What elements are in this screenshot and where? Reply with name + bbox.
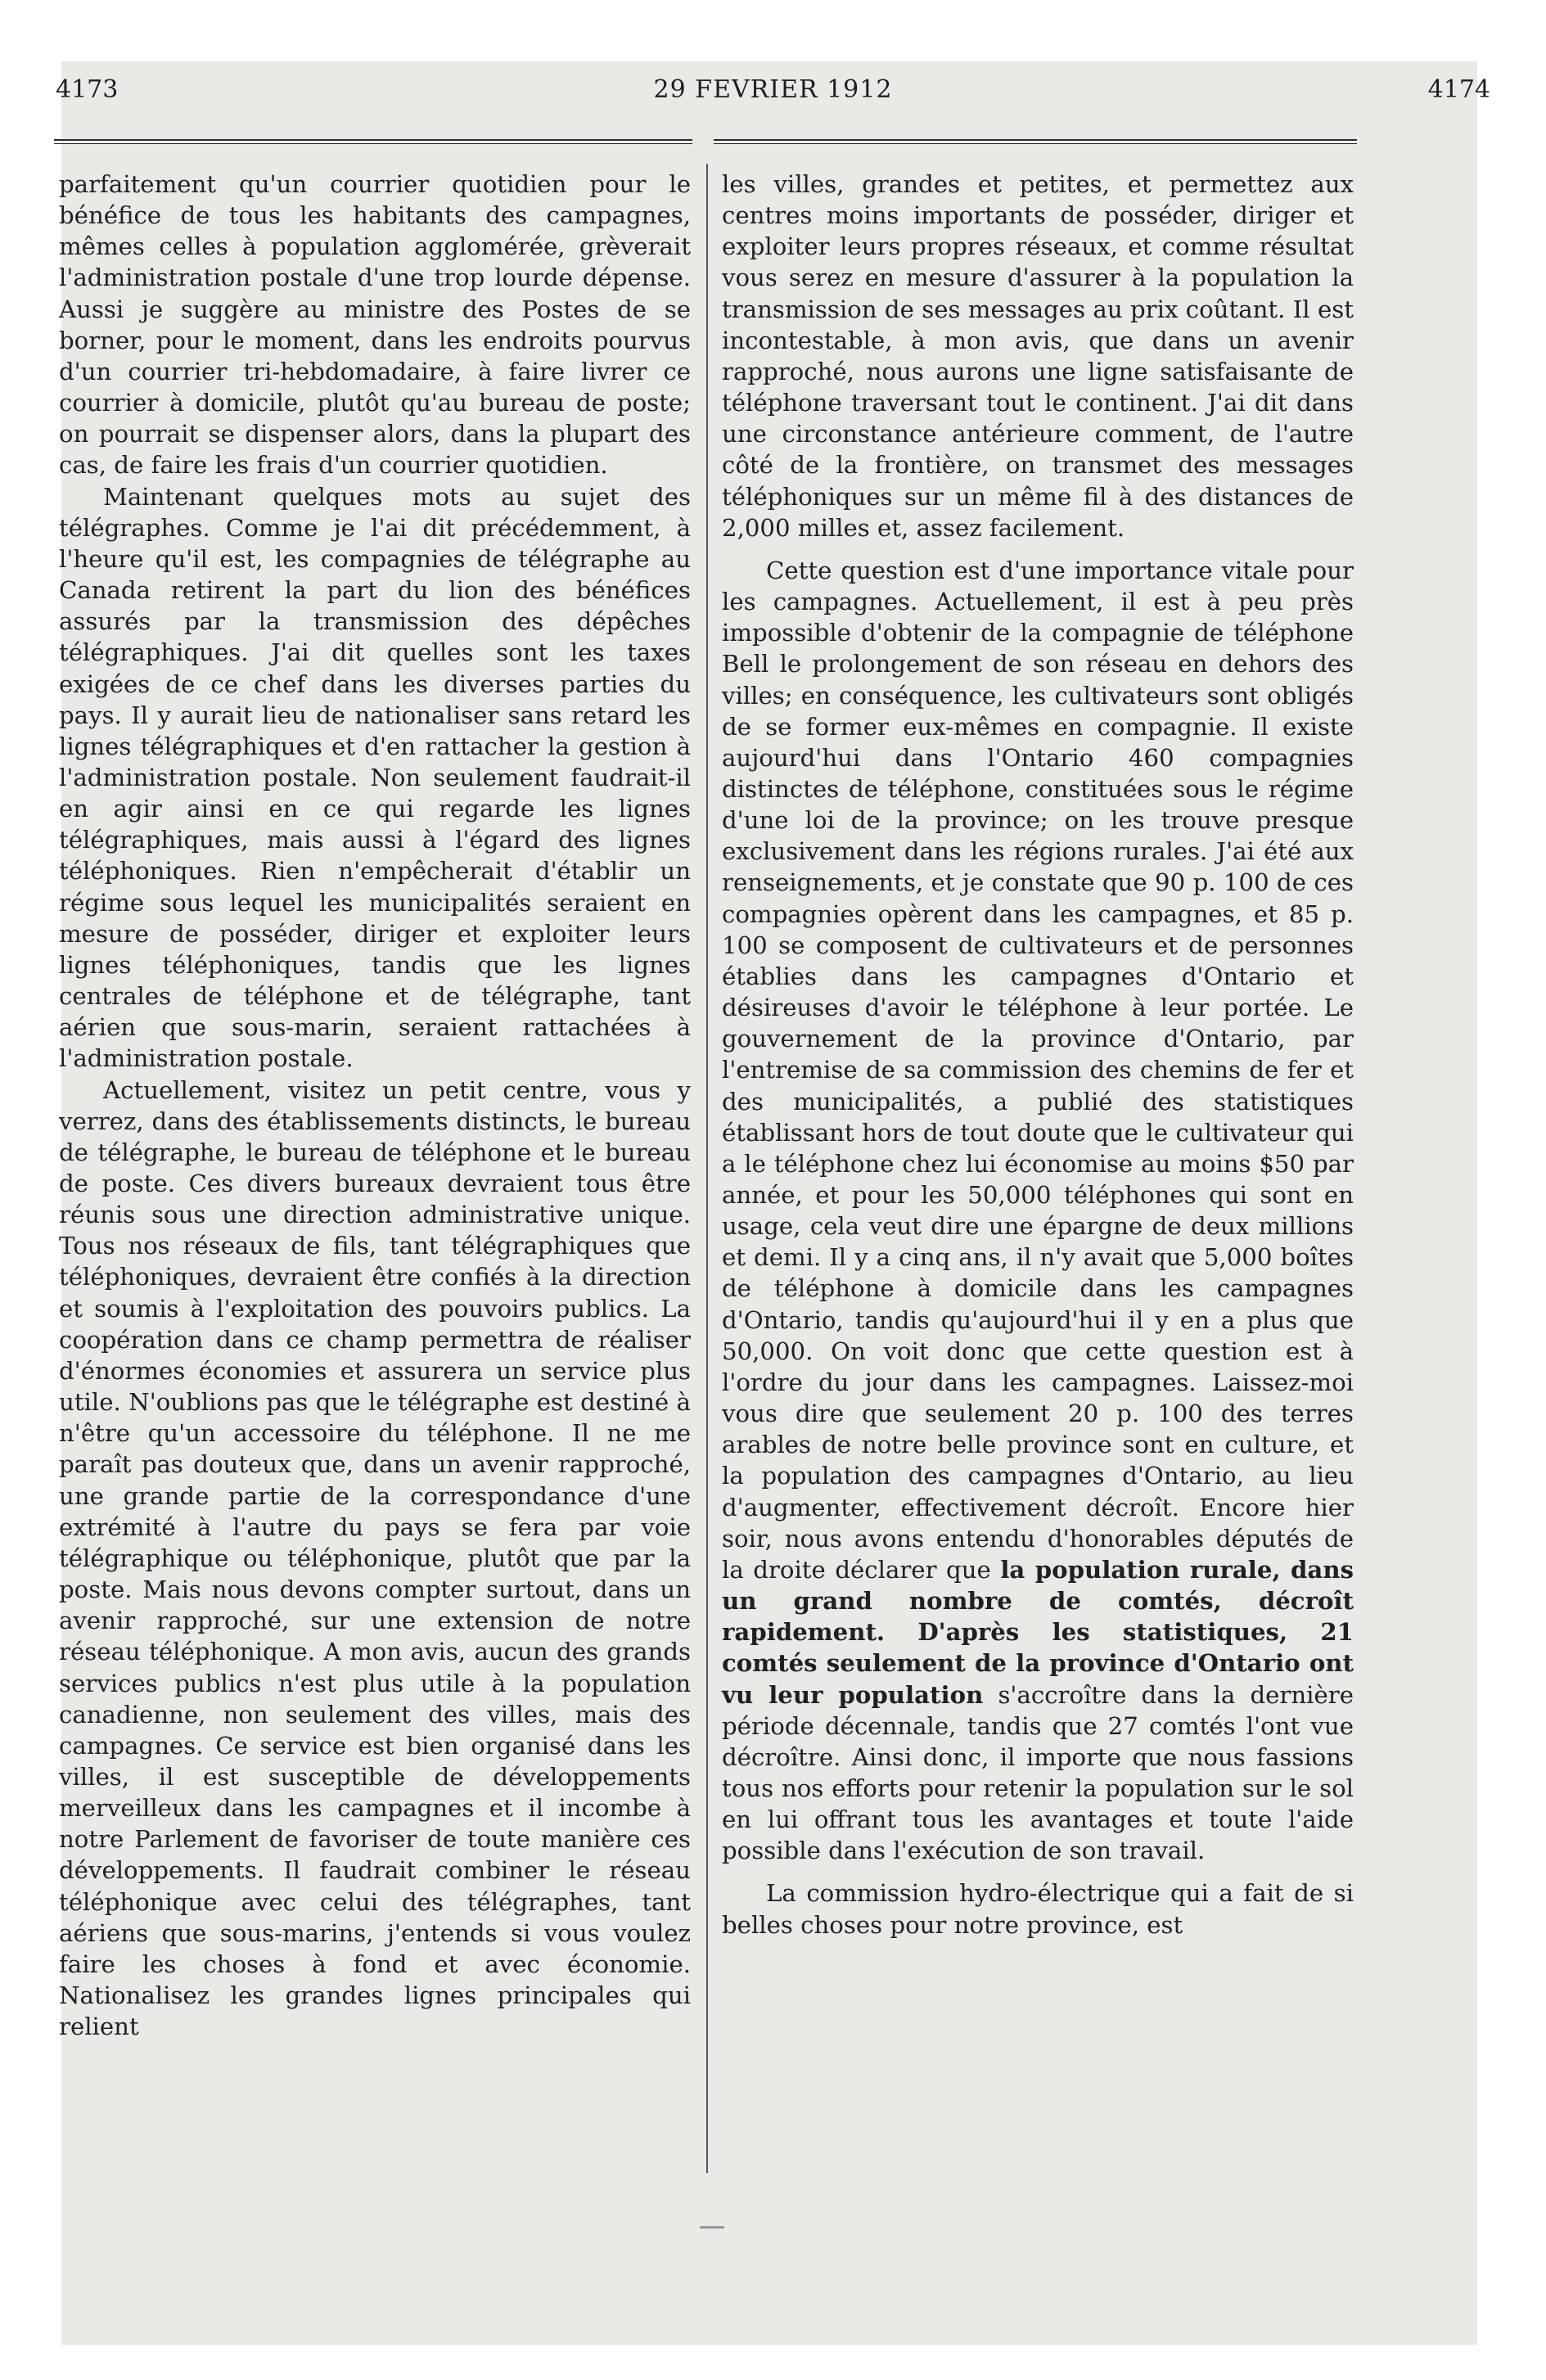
header-date: 29 FEVRIER 1912 (653, 75, 893, 104)
paragraph-text: Cette question est d'une importance vitale pour les campagnes. Actuellement, il est à peu près impossible d'obtenir de la compagnie de téléphone Bell le prolongement de son réseau en dehors des villes; en conséquence, les cultivateurs sont obligés de se former eux-mêmes en compagnie. Il existe aujourd'hui dans l'Ontario 460 compagnies distinctes de téléphone, constituées sous le régime d'une loi de la province; on les trouve presque exclusivement dans les régions rurales. J'ai été aux renseignements, et je constate que 90 p. 100 de ces compagnies opèrent dans les campagnes, et 85 p. 100 se composent de cultivateurs et de personnes établies dans les campagnes d'Ontario et désireuses d'avoir le téléphone à leur portée. Le gouvernement de la province d'Ontario, par l'entremise de sa commission des chemins de fer et des municipalités, a publié des statistiques établissant hors de tout doute que le cultivateur qui a le téléphone chez lui économise au moins $50 par année, et pour les 50,000 téléphones qui sont en usage, cela veut dire une épargne de deux millions et demi. Il y a cinq ans, il n'y avait que 5,000 boîtes de téléphone à domicile dans les campagnes d'Ontario, tandis qu'aujourd'hui il y en a plus que 50,000. On voit donc que cette question est à l'ordre du jour dans les campagnes. Laissez-moi vous dire que seulement 20 p. 100 des terres arables de notre belle province sont en culture, et la population des campagnes d'Ontario, au lieu d'augmenter, effectivement décroît. Encore hier soir, nous avons entendu d'honorables députés de la droite déclarer que (722, 556, 1354, 1584)
left-column (59, 169, 691, 2042)
paragraph-text: s'accroître dans la dernière période décennale, tandis que 27 comtés l'ont vue décroître. Ainsi donc, il importe que nous fassions tous nos efforts pour retenir la population sur le sol en lui offrant tous les avantages et toute l'aide possible dans l'exécution de son travail. (722, 1680, 1354, 1865)
bold-text: la population rurale, dans un grand nombre de comtés, décroît rapidement. D'après les statistiques, 21 comtés seulement de la province d'Ontario ont vu leur population (722, 1555, 1354, 1709)
page-number-right: 4174 (1427, 75, 1490, 104)
paragraph: les villes, grandes et petites, et permettez aux centres moins importants de posséder, diriger et exploiter leurs propres réseaux, et comme résultat vous serez en mesure d'assurer à la population la transmission de ses messages au prix coûtant. Il est incontestable, à mon avis, que dans un avenir rapproché, nous aurons une ligne satisfaisante de téléphone traversant tout le continent. J'ai dit dans une circonstance antérieure comment, de l'autre côté de la frontière, on transmet des messages téléphoniques sur un même fil à des distances de 2,000 milles et, assez facilement. (722, 170, 1354, 542)
page-number-left: 4173 (56, 75, 119, 104)
paragraph: Maintenant quelques mots au sujet des télégraphes. Comme je l'ai dit précédemment, à l'heure qu'il est, les compagnies de télégraphe au Canada retirent la part du lion des bénéfices assurés par la transmission des dépêches télégraphiques. J'ai dit quelles sont les taxes exigées de ce chef dans les diverses parties du pays. Il y aurait lieu de nationaliser sans retard les lignes télégraphiques et d'en rattacher la gestion à l'administration postale. Non seulement faudrait-il en agir ainsi en ce qui regarde les lignes télégraphiques, mais aussi à l'égard des lignes téléphoniques. Rien n'empêcherait d'établir un régime sous lequel les municipalités seraient en mesure de posséder, diriger et exploiter leurs lignes téléphoniques, tandis que les lignes centrales de téléphone et de télégraphe, tant aérien que sous-marin, seraient rattachées à l'administration postale. (59, 482, 691, 1073)
paragraph: parfaitement qu'un courrier quotidien pour le bénéfice de tous les habitants des campagnes, mêmes celles à population agglomérée, grèverait l'administration postale d'une trop lourde dépense. Aussi je suggère au ministre des Postes de se borner, pour le moment, dans les endroits pourvus d'un courrier tri-hebdomadaire, à faire livrer ce courrier à domicile, plutôt qu'au bureau de poste; on pourrait se dispenser alors, dans la plupart des cas, de faire les frais d'un courrier quotidien. (59, 170, 691, 480)
paragraph: La commission hydro-électrique qui a fait de si belles choses pour notre province, est (722, 1879, 1354, 1939)
column-divider (706, 164, 708, 2173)
page-header (25, 75, 1521, 124)
right-column (722, 169, 1354, 1941)
footer-dash (700, 2226, 724, 2229)
header-rule-right (714, 139, 1357, 144)
paragraph (722, 555, 1354, 1867)
header-rule-left (54, 139, 692, 144)
paragraph: Actuellement, visitez un petit centre, vous y verrez, dans des établissements distincts, le bureau de télégraphe, le bureau de téléphone et le bureau de poste. Ces divers bureaux devraient tous être réunis sous une direction administrative unique. Tous nos réseaux de fils, tant télégraphiques que téléphoniques, devraient être confiés à la direction et soumis à l'exploitation des pouvoirs publics. La coopération dans ce champ permettra de réaliser d'énormes économies et assurera un service plus utile. N'oublions pas que le télégraphe est destiné à n'être qu'un accessoire du téléphone. Il ne me paraît pas douteux que, dans un avenir rapproché, une grande partie de la correspondance d'une extrémité à l'autre du pays se fera par voie télégraphique ou téléphonique, plutôt que par la poste. Mais nous devons compter surtout, dans un avenir rapproché, sur une extension de notre réseau téléphonique. A mon avis, aucun des grands services publics n'est plus utile à la population canadienne, non seulement des villes, mais des campagnes. Ce service est bien organisé dans les villes, il est susceptible de développements merveilleux dans les campagnes et il incombe à notre Parlement de favoriser de toute manière ces développements. Il faudrait combiner le réseau téléphonique avec celui des télégraphes, tant aériens que sous-marins, j'entends si vous voulez faire les choses à fond et avec économie. Nationalisez les grandes lignes principales qui relient (59, 1075, 691, 2041)
